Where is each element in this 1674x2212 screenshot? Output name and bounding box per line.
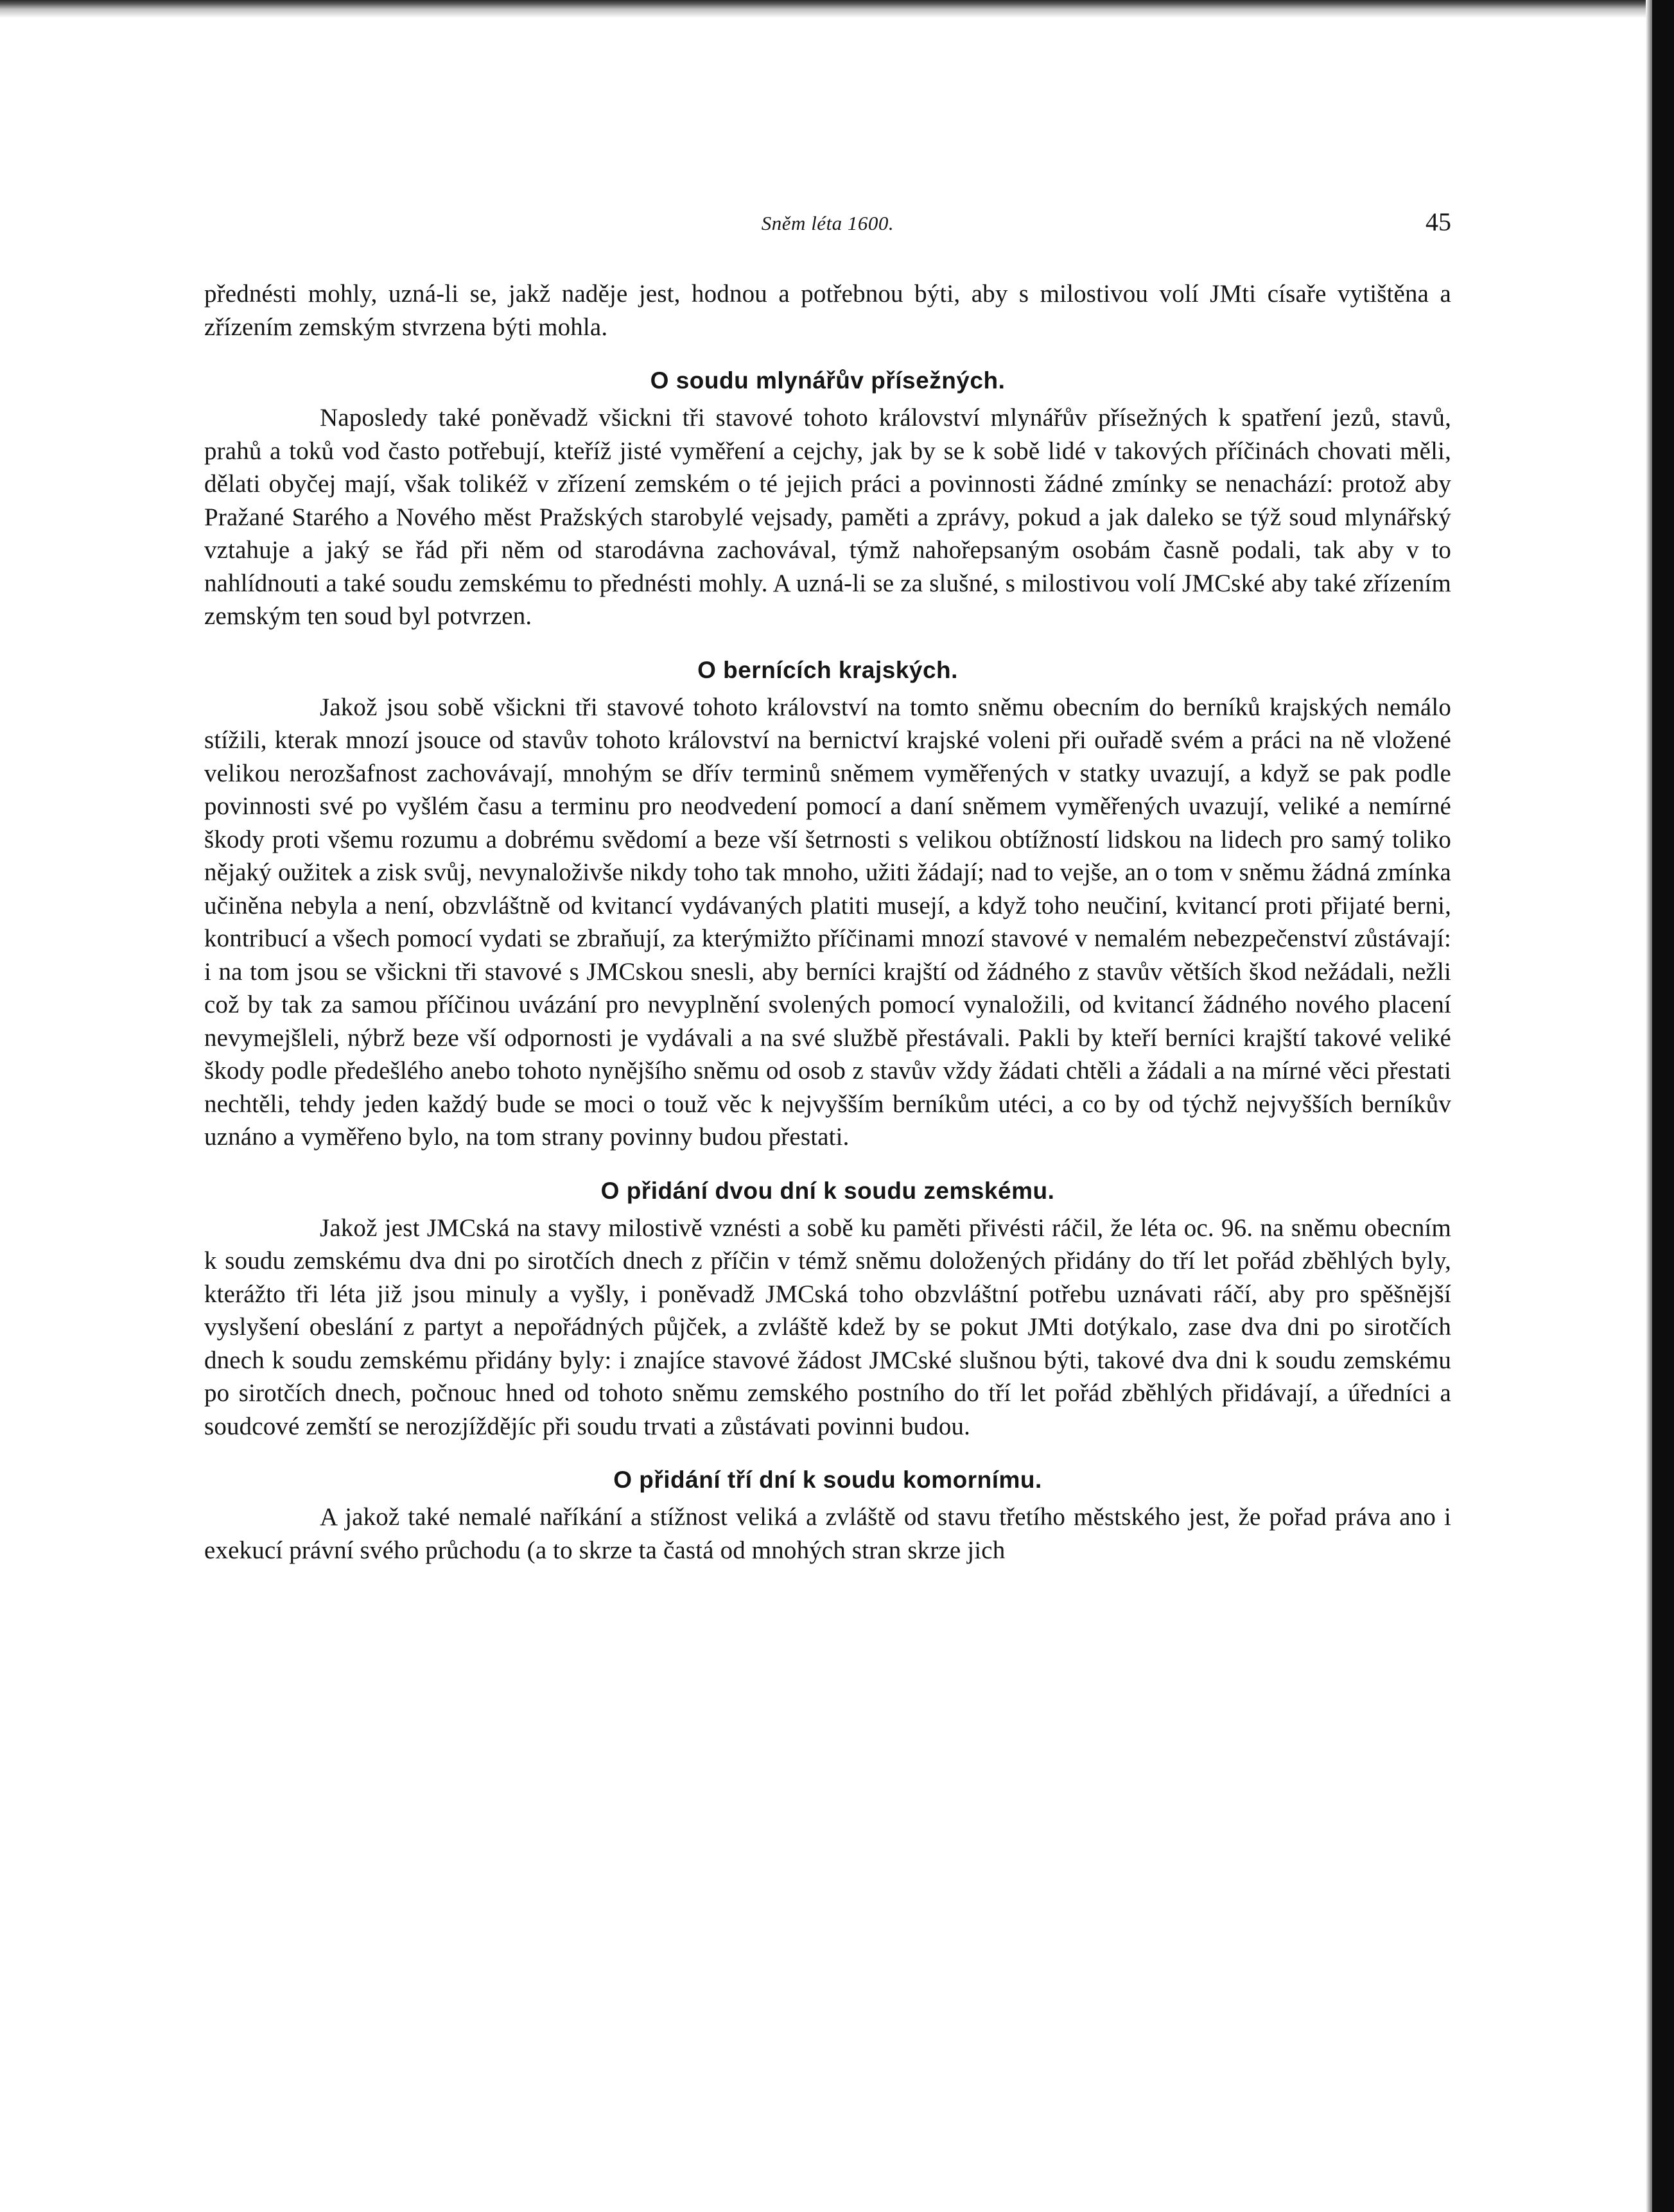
scan-border-top bbox=[0, 0, 1674, 18]
section-two-days-land-court bbox=[204, 1174, 1451, 1443]
section-regional-tax-collectors bbox=[204, 654, 1451, 1154]
intro-paragraph: přednésti mohly, uzná-li se, jakž naděje jest, hodnou a potřebnou býti, aby s milostivou volí JMti císaře vytištěna a zřízením zemským stvrzena býti mohla. bbox=[204, 280, 1451, 341]
section-heading: O bernících krajských. bbox=[697, 656, 958, 683]
section-three-days-chamber-court bbox=[204, 1463, 1451, 1567]
section-paragraph: Jakož jsou sobě všickni tři stavové tohoto království na tomto sněmu obecním do berníků krajských nemálo stížili, kterak mnozí jsouce od stavův tohoto království na bernictví krajské voleni při ouřadě svém a práci na ně vložené velikou nerozšafnost zachovávají, mnohým se dřív terminů sněmem vyměřených v statky uvazují, a když se pak podle povinnosti své po vyšlém času a terminu pro neodvedení pomocí a daní sněmem vyměřených uvazují, veliké a nemírné škody proti všemu rozumu a dobrému svědomí a beze vší šetrnosti s velikou obtížností lidskou na lidech pro samý toliko nějaký oužitek a zisk svůj, nevynaloživše nikdy toho tak mnoho, užiti žádají; nad to vejše, an o tom v sněmu žádná zmínka učiněna nebyla a není, obzvláštně od kvitancí vydávaných platiti musejí, a když toho neučiní, kvitancí proti přijaté berni, kontribucí a všech pomocí vydati se zbraňují, za kterýmižto příčinami mnozí stavové v nemalém nebezpečenství zůstávají: i na tom jsou se všickni tři stavové s JMCskou snesli, aby berníci krajští od žádného z stavův větších škod nežádali, nežli což by tak za samou příčinou uvázání pro nevyplnění svolených pomocí vynaložili, od kvitancí žádného nového placení nevymejšleli, nýbrž beze vší odpornosti je vydávali a na své službě přestávali. Pakli by kteří berníci krajští takové veliké škody podle předešlého anebo tohoto nynějšího sněmu od osob z stavův vždy žádati chtěli a žádali a na mírné věci přestati nechtěli, tehdy jeden každý bude se moci o touž věc k nejvyšším berníkům utéci, a co by od týchž nejvyšších berníkův uznáno a vyměřeno bylo, na tom strany povinny budou přestati. bbox=[204, 693, 1451, 1151]
section-millers-court bbox=[204, 364, 1451, 633]
section-paragraph: Naposledy také poněvadž všickni tři stavové tohoto království mlynářův přísežných k spatření jezů, stavů, prahů a toků vod často potřebují, kteříž jisté vyměření a cejchy, jak by se k sobě lidé v takových příčinách chovati měli, dělati obyčej mají, však tolikéž v zřízení zemském o té jejich práci a povinnosti žádné zmínky se nenachází: protož aby Pražané Starého a Nového měst Pražských starobylé vejsady, paměti a zprávy, pokud a jak daleko se týž soud mlynářský vztahuje a jaký se řád při něm od starodávna zachovával, týmž nahořepsaným osobám časně podali, tak aby v to nahlídnouti a také soudu zemskému to přednésti mohly. A uzná-li se za slušné, s milostivou volí JMCské aby také zřízením zemským ten soud byl potvrzen. bbox=[204, 404, 1451, 630]
section-heading: O přidání dvou dní k soudu zemskému. bbox=[600, 1177, 1055, 1204]
section-paragraph: Jakož jest JMCská na stavy milostivě vznésti a sobě ku paměti přivésti ráčil, že léta oc. 96. na sněmu obecním k soudu zemskému dva dni po sirotčích dnech z příčin v témž sněmu doložených přidány do tří let pořád zběhlých byly, kterážto tři léta již jsou minuly a vyšly, i poněvadž JMCská toho obzvláštní potřebu uznávati ráčí, aby pro spěšnější vyslyšení obeslání z partyt a nepořádných půjček, a zvláště kdež by se pokut JMti dotýkalo, zase dva dni po sirotčích dnech k soudu zemskému přidány byly: i znajíce stavové žádost JMCské slušnou býti, takové dva dni k soudu zemskému po sirotčích dnech, počnouc hned od tohoto sněmu zemského postního do tří let pořád zběhlých přidávají, a úředníci a soudcové zemští se nerozjíždějíc při soudu trvati a zůstávati povinni budou. bbox=[204, 1214, 1451, 1440]
scan-border-right bbox=[1652, 0, 1674, 2212]
section-heading: O přidání tří dní k soudu komornímu. bbox=[613, 1467, 1042, 1493]
scan-shadow-right bbox=[1646, 0, 1652, 2212]
page-number: 45 bbox=[1426, 207, 1451, 236]
running-title: Sněm léta 1600. bbox=[761, 212, 894, 234]
page-body bbox=[204, 277, 1451, 1567]
section-paragraph: A jakož také nemalé naříkání a stížnost veliká a zvláště od stavu třetího městského jest, že pořad práva ano i exekucí právní svého průchodu (a to skrze ta častá od mnohých stran skrze jich bbox=[204, 1503, 1451, 1564]
section-heading: O soudu mlynářův přísežných. bbox=[650, 367, 1006, 394]
page-header bbox=[204, 207, 1451, 245]
